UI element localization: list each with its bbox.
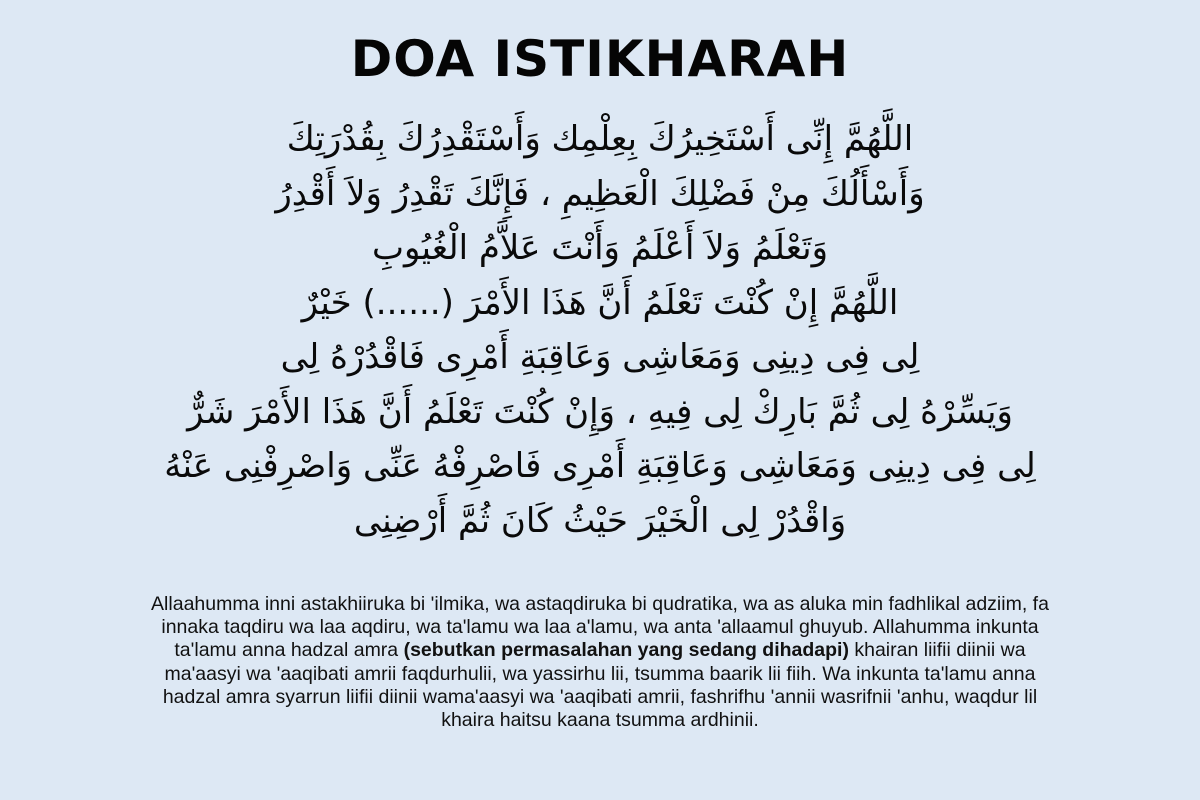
arabic-line-5: لِى فِى دِينِى وَمَعَاشِى وَعَاقِبَةِ أَمْرِى فَاقْدُرْهُ لِى [280,337,920,377]
arabic-line-7: لِى فِى دِينِى وَمَعَاشِى وَعَاقِبَةِ أَمْرِى فَاصْرِفْهُ عَنِّى وَاصْرِفْنِى عَنْهُ [164,446,1036,486]
arabic-prayer-text [0,112,1200,548]
transliteration-bold-instruction: (sebutkan permasalahan yang sedang dihadapi) [403,639,849,662]
arabic-line-4: اللَّهُمَّ إِنْ كُنْتَ تَعْلَمُ أَنَّ هَذَا الأَمْرَ (......) خَيْرٌ [301,282,899,323]
transliteration-part-1: Allaahumma inni astakhiiruka bi 'ilmika, wa astaqdiruka bi qudratika, wa as aluka min fadhlikal adziim, fa innaka taqdiru wa laa aqdiru, wa ta'lamu wa laa a'lamu, wa anta 'allaamul ghuyub. Allahumma inkunta ta'lamu anna hadzal amra [151,593,1049,662]
arabic-line-8: وَاقْدُرْ لِى الْخَيْرَ حَيْثُ كَانَ ثُمَّ أَرْضِنِى [353,500,847,541]
transliteration-paragraph [140,593,1060,732]
arabic-line-6: وَيَسِّرْهُ لِى ثُمَّ بَارِكْ لِى فِيهِ ، وَإِنْ كُنْتَ تَعْلَمُ أَنَّ هَذَا الأَمْرَ شَرٌّ [187,391,1013,432]
arabic-line-2: وَأَسْأَلُكَ مِنْ فَضْلِكَ الْعَظِيمِ ، فَإِنَّكَ تَقْدِرُ وَلاَ أَقْدِرُ [275,173,925,214]
transliteration-part-2: khairan liifii diinii wa ma'aasyi wa 'aaqibati amrii faqdurhulii, wa yassirhu lii, tsumma baarik lii fiih. Wa inkunta ta'lamu anna hadzal amra syarrun liifii diinii wama'aasyi wa 'aaqibati amrii, fashrifhu 'annii wasrifnii 'anhu, waqdur lil khaira haitsu kaana tsumma ardhinii. [162,639,1038,732]
arabic-line-3: وَتَعْلَمُ وَلاَ أَعْلَمُ وَأَنْتَ عَلاَّمُ الْغُيُوبِ [371,228,828,268]
arabic-line-1: اللَّهُمَّ إِنِّى أَسْتَخِيرُكَ بِعِلْمِك وَأَسْتَقْدِرُكَ بِقُدْرَتِكَ [286,119,914,159]
page-title: DOA ISTIKHARAH [350,30,850,88]
